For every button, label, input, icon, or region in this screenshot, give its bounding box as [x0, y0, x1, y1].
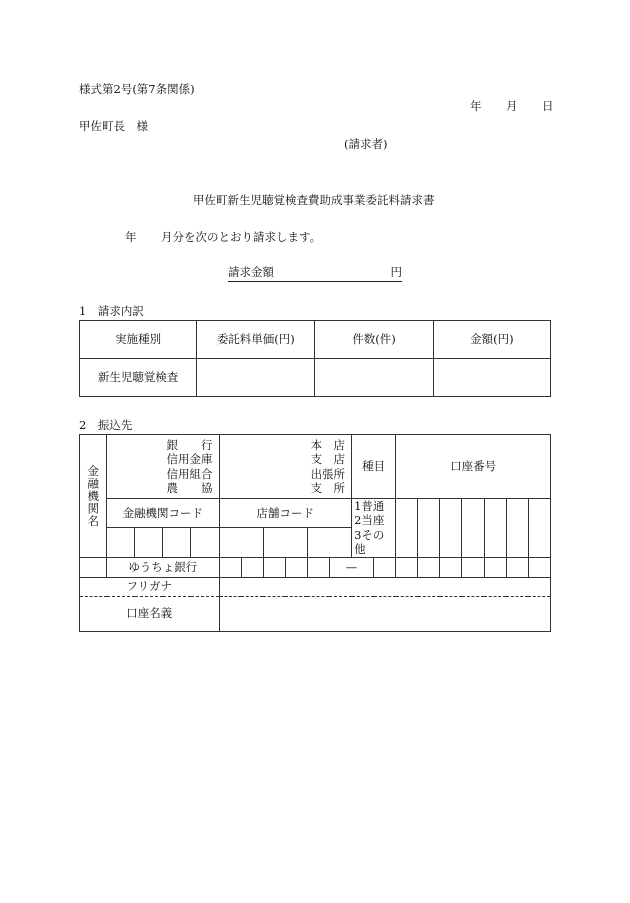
account-kind-ordinary: 1普通: [354, 499, 385, 513]
institution-code-label: 金融機関コード: [107, 499, 219, 528]
account-name-field[interactable]: [219, 596, 550, 631]
account-digit-7[interactable]: [528, 499, 550, 558]
account-kind-other: 3その他: [354, 527, 385, 557]
form-number: 様式第2号(第7条関係): [79, 82, 195, 96]
account-number-label: 口座番号: [396, 435, 551, 499]
intro-year-label: 年: [125, 230, 137, 244]
branch-type-cell: [219, 435, 352, 499]
type-label: 種目: [352, 435, 396, 499]
account-name-label: 口座名義: [80, 596, 220, 631]
header-type: 実施種別: [80, 321, 197, 359]
unit-price-cell[interactable]: [197, 359, 315, 397]
yucho-number-digit-5[interactable]: [462, 557, 484, 577]
bank-type-shinkin: 信用金庫: [166, 452, 213, 467]
header-amount: 金額(円): [433, 321, 550, 359]
addressee: 甲佐町長 様: [79, 119, 148, 133]
branch-type-head: 本 店: [310, 437, 346, 452]
requester-label: (請求者): [344, 137, 388, 151]
institution-code-digit-2[interactable]: [135, 528, 163, 557]
institution-code-digit-1[interactable]: [107, 528, 135, 557]
yucho-number-digit-4[interactable]: [440, 557, 462, 577]
bank-type-shinkumi: 信用組合: [166, 466, 213, 481]
yucho-number-digit-6[interactable]: [484, 557, 506, 577]
yucho-number-digit-7[interactable]: [506, 557, 528, 577]
bank-type-cell: [107, 435, 219, 499]
yucho-number-digit-2[interactable]: [396, 557, 418, 577]
date-day-label: 日: [542, 99, 554, 113]
yucho-symbol-digit-3[interactable]: [263, 557, 285, 577]
branch-code-digit-1[interactable]: [219, 528, 263, 557]
account-digit-1[interactable]: [396, 499, 418, 558]
yucho-spacer: [80, 557, 107, 577]
header-count: 件数(件): [315, 321, 433, 359]
breakdown-table: [79, 320, 551, 397]
request-amount-label: 請求金額: [228, 265, 274, 279]
account-digit-3[interactable]: [440, 499, 462, 558]
request-amount: [228, 267, 402, 282]
transfer-table: [79, 434, 551, 632]
account-digit-2[interactable]: [418, 499, 440, 558]
yucho-label: ゆうちょ銀行: [107, 557, 219, 577]
yucho-symbol-digit-2[interactable]: [241, 557, 263, 577]
bank-type-bank: 銀 行: [166, 437, 213, 452]
bank-type-nokyo: 農 協: [166, 480, 213, 495]
account-digit-6[interactable]: [506, 499, 528, 558]
yucho-dash: —: [329, 557, 373, 577]
date-month-label: 月: [506, 99, 518, 113]
yucho-number-digit-8[interactable]: [528, 557, 550, 577]
amount-cell[interactable]: [433, 359, 550, 397]
furigana-label: フリガナ: [80, 577, 220, 596]
yucho-number-digit-3[interactable]: [418, 557, 440, 577]
account-kind-current: 2当座: [354, 513, 385, 528]
section2-heading: 2 振込先: [79, 418, 133, 432]
branch-type-sub: 支 所: [310, 480, 346, 495]
row-type: 新生児聴覚検査: [80, 359, 197, 397]
branch-type-office: 出張所: [310, 466, 346, 481]
branch-code-digit-3[interactable]: [307, 528, 351, 557]
branch-type-branch: 支 店: [310, 452, 346, 467]
yucho-symbol-digit-1[interactable]: [219, 557, 241, 577]
document-title: 甲佐町新生児聴覚検査費助成事業委託料請求書: [193, 193, 435, 207]
account-digit-4[interactable]: [462, 499, 484, 558]
date-year-label: 年: [470, 99, 482, 113]
count-cell[interactable]: [315, 359, 433, 397]
furigana-field[interactable]: [219, 577, 550, 596]
institution-code-digit-4[interactable]: [191, 528, 219, 557]
institution-label: 金融機関名: [86, 464, 101, 527]
institution-code-digit-3[interactable]: [163, 528, 191, 557]
yucho-number-digit-1[interactable]: [374, 557, 396, 577]
intro-text: 月分を次のとおり請求します。: [161, 230, 322, 244]
branch-code-digit-2[interactable]: [263, 528, 307, 557]
yucho-symbol-digit-5[interactable]: [307, 557, 329, 577]
header-unit-price: 委託料単価(円): [197, 321, 315, 359]
request-amount-unit: 円: [390, 265, 402, 279]
institution-label-cell: [80, 435, 107, 558]
yucho-symbol-digit-4[interactable]: [285, 557, 307, 577]
section1-heading: 1 請求内訳: [79, 304, 144, 318]
account-kind-cell[interactable]: [352, 499, 396, 558]
account-digit-5[interactable]: [484, 499, 506, 558]
branch-code-label: 店舗コード: [219, 499, 352, 528]
